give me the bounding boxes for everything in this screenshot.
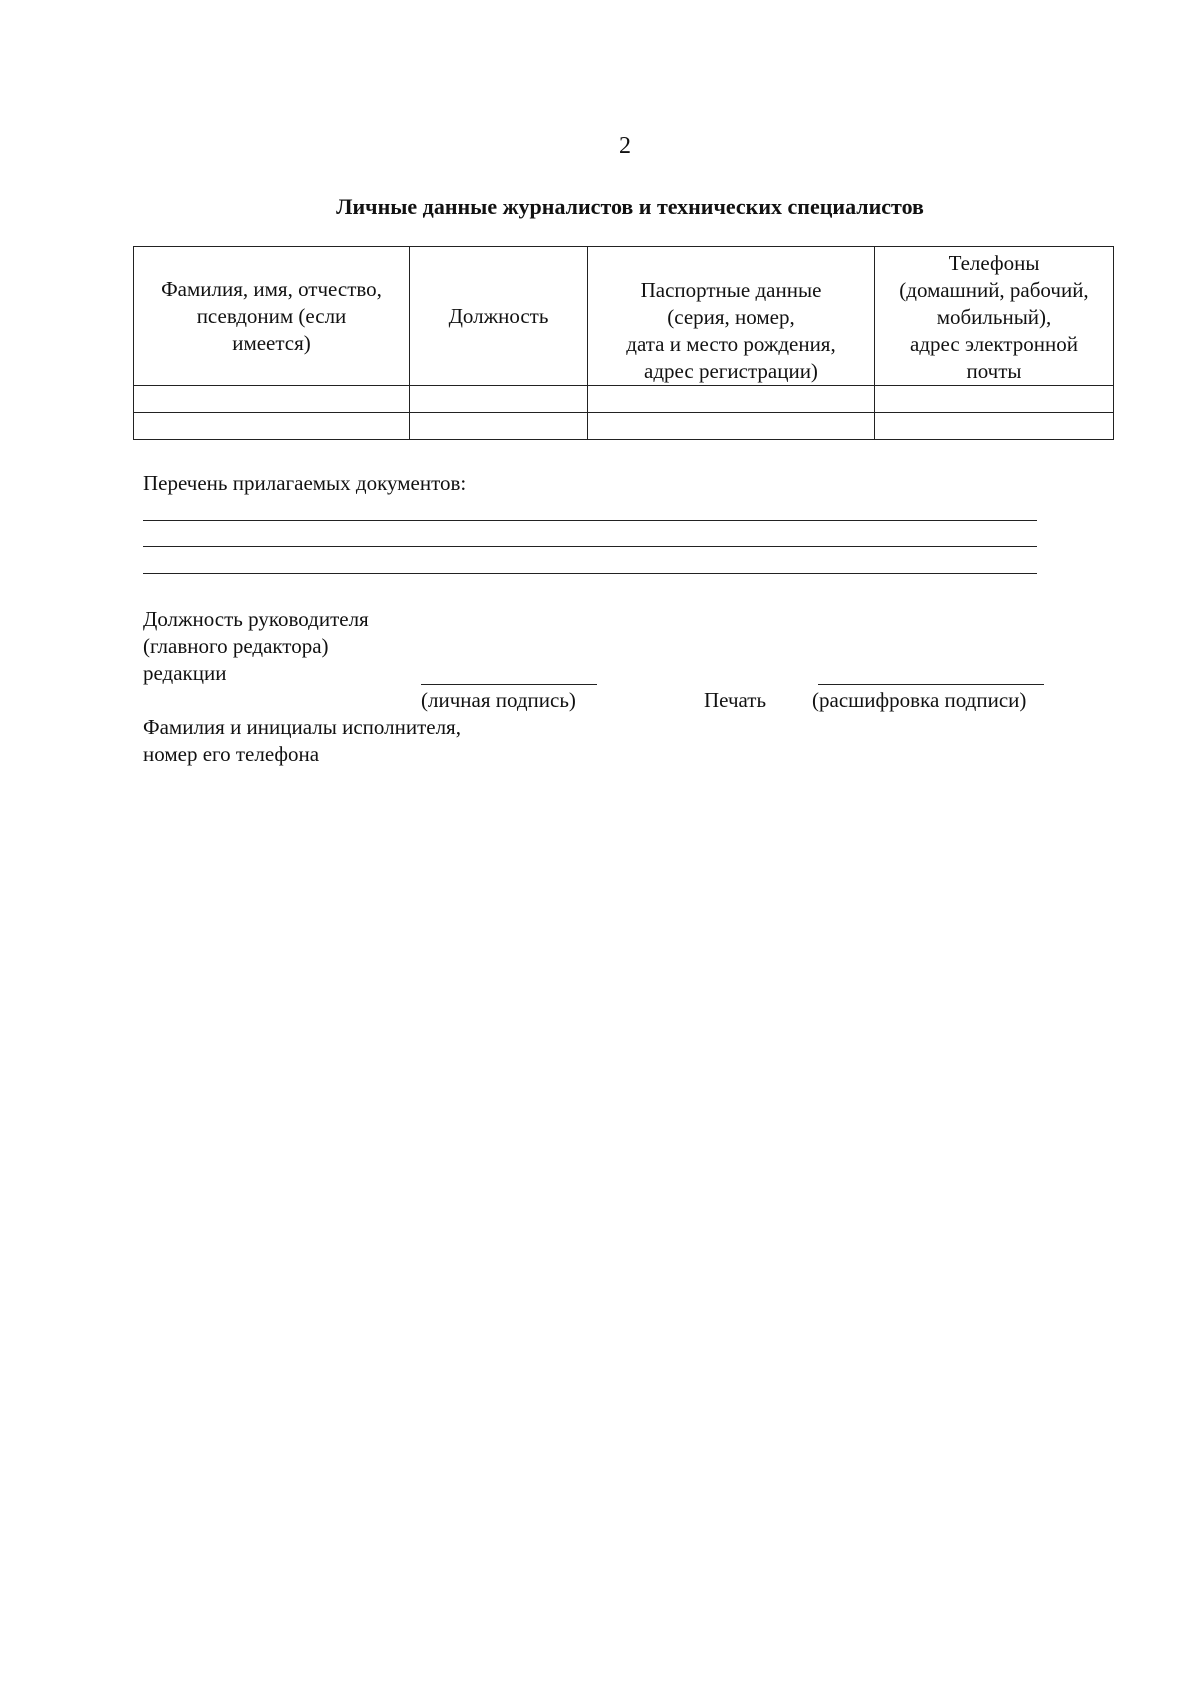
header-position-line: Должность	[448, 303, 549, 328]
head-position-line: редакции	[143, 661, 227, 685]
header-phones-line: адрес электронной	[910, 332, 1078, 356]
executor-line: номер его телефона	[143, 742, 320, 766]
head-position-label	[143, 606, 369, 687]
signature-decoding-line[interactable]	[818, 684, 1044, 685]
table-cell[interactable]	[875, 413, 1114, 440]
table-cell[interactable]	[410, 413, 588, 440]
attached-documents-line[interactable]	[143, 573, 1037, 574]
attached-documents-label: Перечень прилагаемых документов:	[143, 471, 467, 495]
header-passport-line: Паспортные данные	[640, 278, 822, 302]
table-row	[134, 413, 1114, 440]
table-cell[interactable]	[410, 386, 588, 413]
table-cell[interactable]	[134, 413, 410, 440]
head-position-line: (главного редактора)	[143, 634, 329, 658]
header-phones	[875, 247, 1114, 386]
attached-documents-line[interactable]	[143, 546, 1037, 547]
executor-line: Фамилия и инициалы исполнителя,	[143, 715, 461, 739]
table-row	[134, 386, 1114, 413]
header-passport-line: адрес регистрации)	[644, 359, 818, 383]
head-position-line: Должность руководителя	[143, 607, 369, 631]
table-cell[interactable]	[875, 386, 1114, 413]
table-cell[interactable]	[588, 413, 875, 440]
page-number: 2	[619, 133, 631, 159]
header-phones-line: мобильный),	[936, 305, 1052, 329]
stamp-label: Печать	[704, 688, 767, 712]
header-full-name-line: Фамилия, имя, отчество,	[161, 276, 382, 301]
header-phones-line: почты	[966, 359, 1022, 383]
table-cell[interactable]	[588, 386, 875, 413]
header-passport	[588, 247, 875, 386]
personal-signature-caption: (личная подпись)	[421, 688, 576, 712]
header-passport-line: дата и место рождения,	[626, 332, 836, 356]
personal-signature-line[interactable]	[421, 684, 597, 685]
executor-label	[143, 714, 461, 768]
header-full-name	[134, 247, 410, 386]
header-passport-line: (серия, номер,	[667, 305, 795, 329]
table-cell[interactable]	[134, 386, 410, 413]
header-full-name-line: имеется)	[232, 330, 311, 355]
signature-decoding-caption: (расшифровка подписи)	[812, 688, 1027, 712]
personal-data-table	[133, 246, 1114, 440]
header-full-name-line: псевдоним (если	[196, 303, 347, 328]
table-header-row	[134, 247, 1114, 386]
attached-documents-line[interactable]	[143, 520, 1037, 521]
header-position	[410, 247, 588, 386]
header-phones-line: Телефоны	[948, 251, 1040, 275]
document-title: Личные данные журналистов и технических специалистов	[336, 194, 924, 219]
header-phones-line: (домашний, рабочий,	[899, 278, 1089, 302]
